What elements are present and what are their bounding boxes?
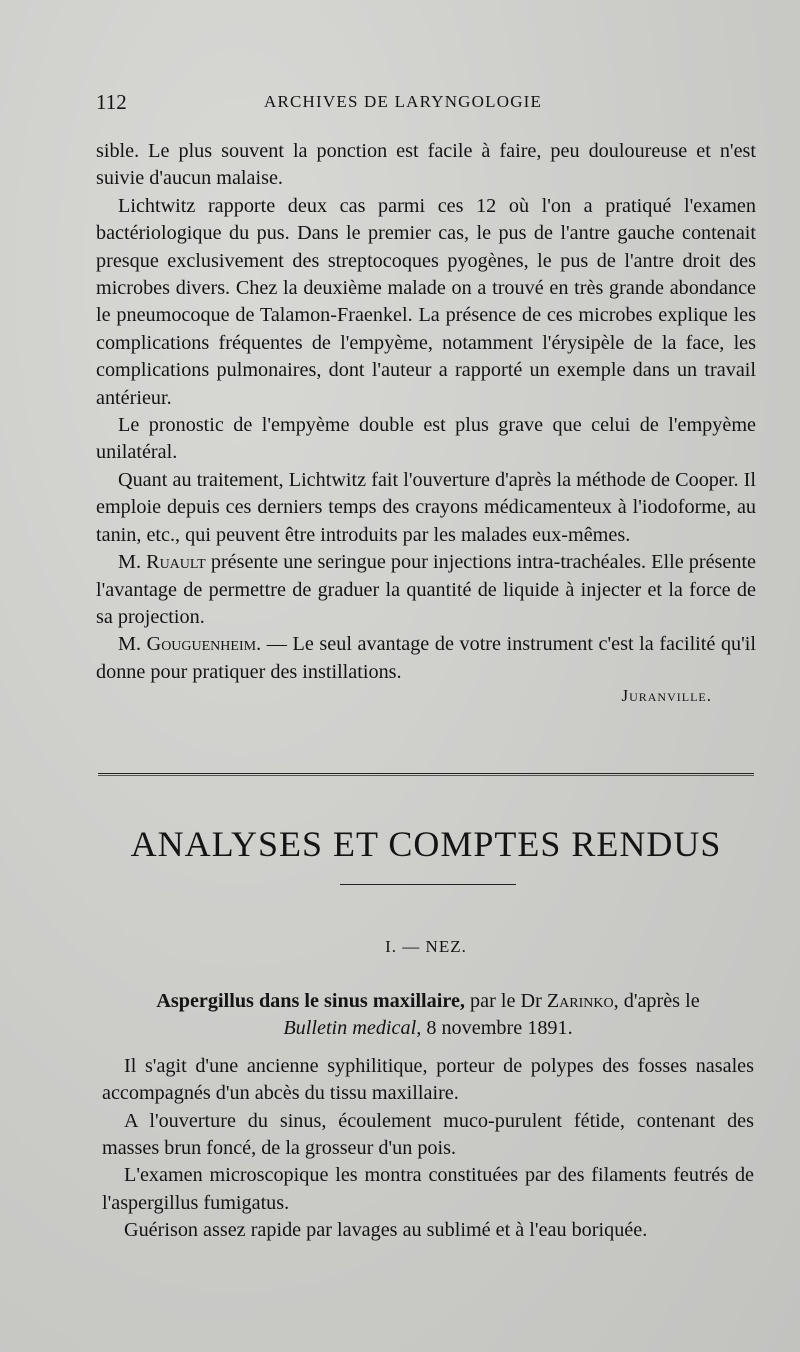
doctor-abbrev: Dr [520,990,542,1012]
speaker-name: Gouguenheim. [146,633,262,656]
signature: Juranville. [621,686,712,706]
paragraph: sible. Le plus souvent la ponction est facile à faire, peu douloureuse et n'est suivie d'aucun malaise. [96,140,756,190]
running-title: ARCHIVES DE LARYNGOLOGIE [264,92,543,111]
paragraph: Lichtwitz rapporte deux cas parmi ces 12 où l'on a pratiqué l'examen bactériologique du pus. Dans le premier cas, le pus de l'antre gauche contenait presque exclusivement des streptocoques pyogènes, le pus de l'antre droit des microbes divers. Chez la deuxième malade on a trouvé en très grande abondance le pneumocoque de Talamon-Fraenkel. La présence de ces microbes explique les complications fréquentes de l'empyème, notamment l'érysipèle de la face, les complications pulmonaires, dont l'auteur a rapporté un exemple dans un travail antérieur. [96,194,756,409]
speaker-title: M. [118,551,141,574]
speaker-title: M. [118,633,141,656]
page-number: 112 [96,90,127,114]
title-underline [340,884,516,885]
speaker-text: présente une seringue pour injections intra-trachéales. Elle présente l'avantage de permettre de graduer la quantité de liquide à injecter et la force de sa projection. [96,551,757,628]
paragraph: Le pronostic de l'empyème double est plus grave que celui de l'empyème unilatéral. [96,414,756,464]
paragraph [96,631,756,686]
article-source-prefix: d'après le [623,990,700,1012]
section-subheading: I. — NEZ. [385,937,467,956]
paragraph: L'examen microscopique les montra constituées par des filaments feutrés de l'aspergillus fumigatus. [102,1164,754,1214]
paragraph: Guérison assez rapide par lavages au sublimé et à l'eau boriquée. [124,1219,648,1242]
article-heading [102,988,754,1015]
speaker-name: Ruault [146,551,206,574]
article-date: 8 novembre 1891. [426,1017,573,1040]
journal-name: Bulletin medical, [283,1017,422,1040]
page-header [96,90,756,120]
paragraph: A l'ouverture du sinus, écoulement muco-purulent fétide, contenant des masses brun foncé, de la grosseur d'un pois. [102,1109,754,1160]
article-by: par le [470,990,516,1012]
body-text [96,138,756,706]
article-source [102,1015,754,1042]
paragraph: Il s'agit d'une ancienne syphilitique, porteur de polypes des fosses nasales accompagnés d'un abcès du tissu maxillaire. [102,1054,754,1105]
section-divider [98,773,754,776]
article [102,988,754,1245]
speaker-text: — Le seul avantage de votre instrument c'est la facilité qu'il donne pour pratiquer des instillations. [96,633,757,683]
paragraph [96,549,756,631]
article-title: Aspergillus dans le sinus maxillaire, [156,990,465,1012]
section-title: ANALYSES ET COMPTES RENDUS [130,824,722,864]
article-author: Zarinko, [546,990,619,1012]
paragraph: Quant au traitement, Lichtwitz fait l'ouverture d'après la méthode de Cooper. Il emploie depuis ces derniers temps des crayons médicamenteux à l'iodoforme, au tanin, etc., qui peuvent être introduits par les malades eux-mêmes. [96,468,756,546]
